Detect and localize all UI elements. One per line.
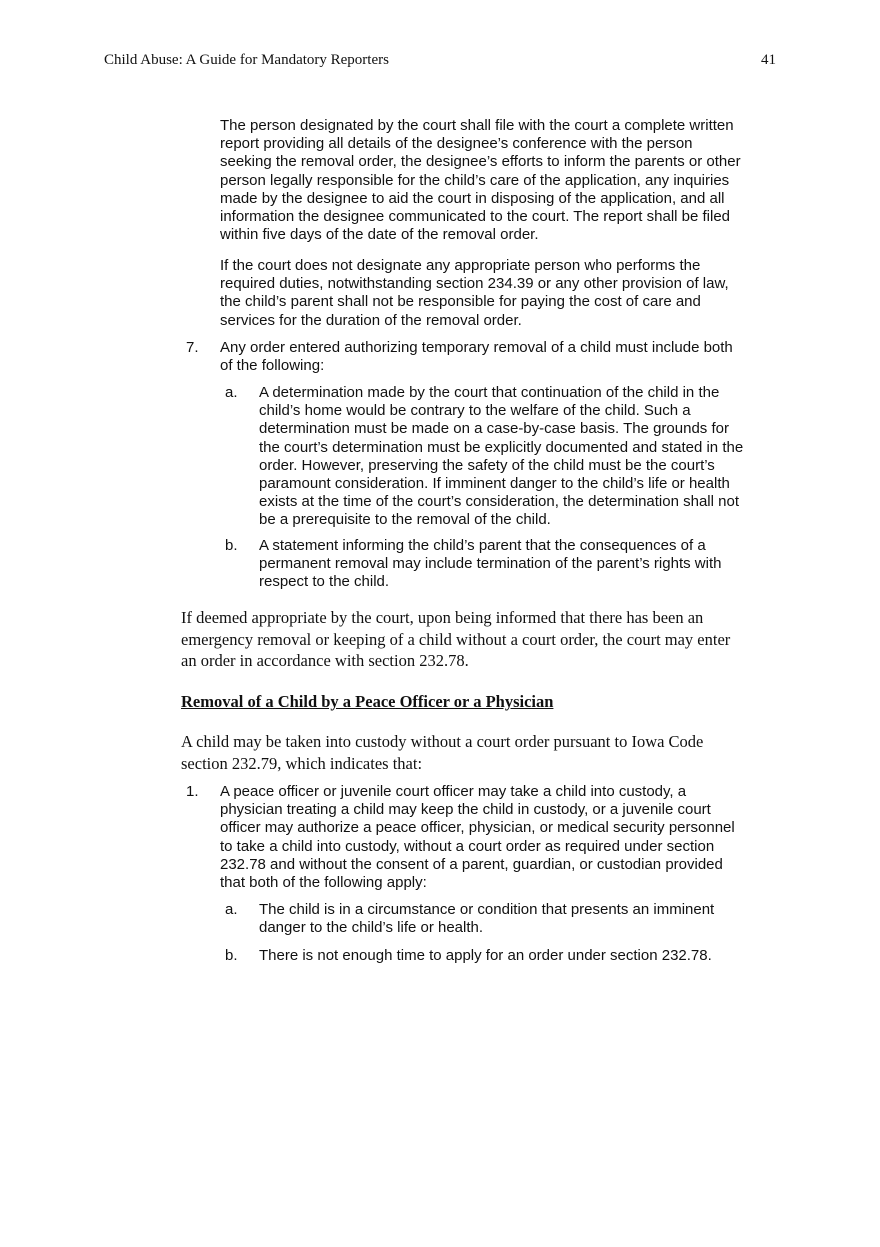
list-number: 7.	[186, 339, 199, 356]
paragraph-emergency-removal: If deemed appropriate by the court, upon being informed that there has been an emergency removal or keeping of a child without a court order, the court may enter an order in accordance with section 232.78.	[181, 608, 731, 670]
list-item-text: A peace officer or juvenile court officer may take a child into custody, a physician treating a child may keep the child in custody, or a juvenile court officer may authorize a peace officer, physician, or medical security personnel to take a child into custody, without a court order as required under section 232.78 and without the consent of a parent, guardian, or custodian provided that both of the following apply:	[220, 783, 735, 892]
sublist-item-text: A determination made by the court that continuation of the child in the child’s home would be contrary to the welfare of the child. Such a determination must be made on a case-by-case basis. The grounds for the court’s determination must be explicitly documented and stated in the order. However, preserving the safety of the child must be the court’s paramount consideration. If imminent danger to the child’s life or health exists at the time of the court’s consideration, the determination shall not be a prerequisite to the removal of the child.	[259, 384, 744, 529]
running-header-title: Child Abuse: A Guide for Mandatory Reporters	[104, 52, 389, 68]
sublist-item-text: A statement informing the child’s parent that the consequences of a permanent removal may include termination of the parent’s rights with respect to the child.	[259, 537, 722, 591]
sublist-letter: a.	[225, 901, 238, 918]
paragraph-designee-report: The person designated by the court shall file with the court a complete written report providing all details of the designee’s conference with the person seeking the removal order, the designee’s efforts to inform the parents or other person legally responsible for the child’s care of the application, any inquiries made by the designee to aid the court in disposing of the application, and all information the designee communicated to the court. The report shall be filed within five days of the date of the removal order.	[220, 117, 741, 244]
page-number: 41	[761, 52, 776, 68]
sublist-letter: a.	[225, 384, 238, 401]
sublist-letter: b.	[225, 537, 238, 554]
paragraph-custody-intro: A child may be taken into custody without a court order pursuant to Iowa Code section 232.79, which indicates that:	[181, 732, 704, 773]
paragraph-no-designation: If the court does not designate any appropriate person who performs the required duties, notwithstanding section 234.39 or any other provision of law, the child’s parent shall not be responsible for paying the cost of care and services for the duration of the removal order.	[220, 257, 729, 329]
section-heading: Removal of a Child by a Peace Officer or a Physician	[181, 692, 554, 711]
sublist-item-text: The child is in a circumstance or condition that presents an imminent danger to the child’s life or health.	[259, 901, 715, 937]
sublist-item-text: There is not enough time to apply for an order under section 232.78.	[259, 947, 712, 964]
list-number: 1.	[186, 783, 199, 800]
list-item-text: Any order entered authorizing temporary removal of a child must include both of the following:	[220, 339, 733, 375]
sublist-letter: b.	[225, 947, 238, 964]
